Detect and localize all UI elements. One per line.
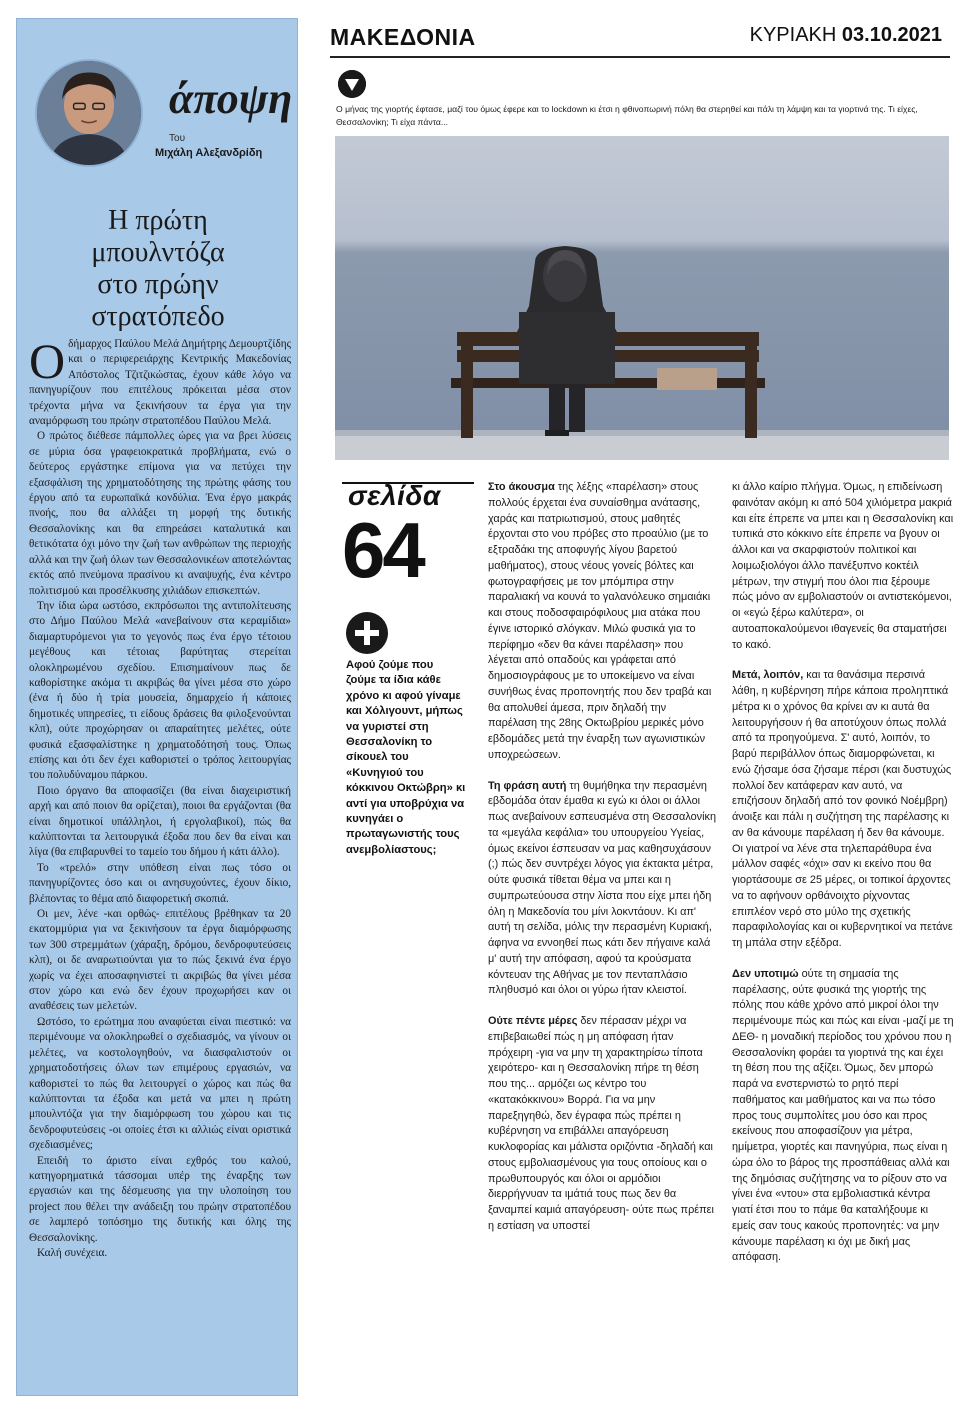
- article-column-a: [488, 480, 718, 1250]
- article-paragraph: Τη φράση αυτή τη θυμήθηκα την περασμένη εβδομάδα όταν έμαθα κι εγώ κι όλοι οι άλλοι πως ανεβαίνουν εσπευσμένα στη Θεσσαλονίκη τα «μεγάλα κεφάλια» του υπουργείου Υγείας, όμως εκείνοι έσπευσαν να μας καθησυχάσουν (;) πώς δεν συντρέχει λόγος για έκτακτα μέτρα, ούτε φυσικά τίθεται θέμα να μπει και η συμπρωτεύουσα στην λίστα που είχε μπει ήδη όλη η Μακεδονία του μίνι λοκντάουν. Κι απ' αυτή τη σελίδα, μόλις την περασμένη Κυριακή, άφηνα να εννοηθεί πως κάτι δεν πήγαινε καλά μ' αυτή την απόφαση, αφού τα κρούσματα κόντευαν της Αθήνας με τον πενταπλάσιο πληθυσμό και όλοι οι γύρω ήταν κλειστοί.: [488, 779, 717, 997]
- issue-date-value: 03.10.2021: [841, 24, 942, 46]
- opinion-paragraph: Ο πρώτος διέθεσε πάμπολλες ώρες για να βρει λύσεις σε μύρια όσα γραφειοκρατικά προβλήματα, ενώ ο δεύτερος εργάστηκε επίμονα για να πετύχει την εξασφάλιση της χρηματοδότησης της πρώτης φάσης του έργου από τα ευρωπαϊκά κονδύλια. Ένα έργο μακράς πνοής, που θα αλλάξει τη μορφή της δυτικής Θεσσαλονίκης και θα επηρεάσει καταλυτικά και θετικότατα όχι μόνο την ζωή των ανθρώπων της περιοχής αλλά και την ζωή όλων των Θεσσαλονικέων αποτελώντας εκτός από πνεύμονα πρασίνου κι αναψυχής, ένα κέντρο πολιτισμού και προσέλκυσης χιλιάδων επισκεπτών.: [29, 430, 291, 597]
- plus-icon: [346, 612, 388, 654]
- page-number: 64: [342, 506, 423, 594]
- author-block: [35, 59, 295, 189]
- article-paragraph: κι άλλο καίριο πλήγμα. Όμως, η επιδείνωση φαινόταν ακόμη κι από 504 χιλιόμετρα μακριά και είτε έπρεπε να μπει και η Θεσσαλονίκη και τυπικά στο κόκκινο είτε έπρεπε να βγουν οι άλλοι και να σκαρφιστούν πολιτικοί και λοιμωξιολόγοι άλλο πανέξυπνο κοκτέιλ μέτρων, την στιγμή που όλοι πια ξέρουμε πώς μόνο αν εμβολιαστούν οι αντιστεκόμενοι, οι «εγώ ξέρω καλύτερα», οι αυτοαποκαλούμενοι ιθαγενείς θα σταματήσει το κακό.: [732, 481, 954, 651]
- opinion-headline: [27, 205, 289, 333]
- issue-date: [750, 24, 942, 47]
- byline-prefix: Του: [169, 133, 186, 144]
- headline-line: στρατόπεδο: [91, 301, 225, 332]
- paper-name: ΜΑΚΕΔΟΝΙΑ: [330, 24, 476, 50]
- photo-caption: Ο μήνας της γιορτής έφτασε, μαζί του όμως έφερε και το lockdown κι έτσι η φθινοπωρινή πόλη θα στερηθεί και πάλι τη λάμψη και τα γιορτινά της. Τι είχες, Θεσσαλονίκη; Τι είχα πάντα...: [336, 104, 918, 127]
- page-reference: [342, 480, 474, 594]
- article-paragraph: Δεν υποτιμώ ούτε τη σημασία της παρέλασης, ούτε φυσικά της γιορτής της πόλης που κάθε χρόνο από μικροί όλοι την περιμένουμε πώς και πώς και είναι -μαζί με τη ΔΕΘ- η μοναδική περίοδος του χρόνου που η Θεσσαλονίκη φοράει τα γιορτινά της και έχει τη θέση που της αξίζει. Όμως, δεν μπορώ παρά να ενστερνιστώ το ρητό περί παθήματος και μαθήματος και να πω τόσο προς τους συμπολίτες μου όσο και προς εκείνους που αποφασίζουν για μέτρα, ημίμετρα, γιορτές και πανηγύρια, πως είναι η ώρα όλο το βάρος της προσπάθειας αλλά και της δημόσιας συζήτησης να το ρίξουν στο να γίνει ένα «ντου» στα εμβολιαστικά κέντρα γιατί έτσι που το πάμε θα καταλήξουμε κι εμείς σαν τους κακούς προπονητές: να μην κάνουμε παρέλαση κι όχι με δική μας απόφαση.: [732, 967, 954, 1264]
- pull-quote: Αφού ζούμε που ζούμε τα ίδια κάθε χρόνο κι αφού γίναμε και Χόλιγουντ, μήπως να γυριστεί στη Θεσσαλονίκη το σίκουελ του «Κυνηγιού του κόκκινου Οκτώβρη» κι αντί για υποβρύχια να κυνηγάει ο πρωταγωνιστής τους ανεμβολίαστους;: [346, 659, 466, 856]
- opinion-body: [29, 333, 291, 1261]
- opinion-paragraph: Ποιο όργανο θα αποφασίζει (θα είναι διαχειριστική αρχή και από ποιον θα ορίζεται), ποιοι θα εργάζονται (θα είναι δημοτικοί υπάλληλοι, ή εργολαβικοί), πώς θα καλύπτονται τα λειτουργικά έξοδα που δεν θα είναι και λίγα (θα επιβαρυνθεί το ταμείο του δήμου ή κάτι άλλο).: [29, 784, 291, 859]
- opinion-paragraph: Την ίδια ώρα ωστόσο, εκπρόσωποι της αντιπολίτευσης στο Δήμο Παύλου Μελά «ανεβαίνουν στα κεραμίδια» διαμαρτυρόμενοι για το γεγονός πως ένα έργο τέτοιου μεγέθους και τέτοιας βαρύτητας στερείται ολοκληρωμένου σχεδίου. Επισημαίνουν πως δε καθορίστηκε ακόμα τι ακριβώς θα γίνει μέσα στο χώρο (ένα ή δύο ή τρία μουσεία, δημαρχείο ή κάποιες δημοτικές υπηρεσίες, τι είδους δράσεις θα φιλοξενούνται κλπ), ούτε προχώρησαν οι απαραίτητες μελέτες, ούτε φυσικά εξασφαλίστηκε η χρηματοδότησή τους. Όπως επίσης και ότι δεν έχει καθοριστεί ο τρόπος λειτουργίας του πολυδύναμου πάρκου.: [29, 599, 291, 782]
- page-word: σελίδα: [348, 480, 441, 511]
- opinion-paragraph: Οι μεν, λένε -και ορθώς- επιτέλους βρέθηκαν τα 20 εκατομμύρια για να ξεκινήσουν τα έργα διαμόρφωσης των 300 στρεμμάτων (χάραξη, δρόμου, δενδροφυτεύσεις κλπ), οι δε αναρωτιούνται για το πώς ξεκινά ένα έργο χωρίς να έχει αποσαφηνιστεί τι ακριβώς θα γίνει μέσα στον χώρο και ενώ δεν έχουν προχωρήσει καν οι αναθέσεις των μελετών.: [29, 908, 291, 1013]
- author-photo: [35, 59, 143, 167]
- opinion-paragraph: Το «τρελό» στην υπόθεση είναι πως τόσο οι πανηγυρίζοντες όσο και οι ανησυχούντες, έχουν δίκιο, βλέποντας το θέμα από διαφορετική σκοπιά.: [29, 861, 291, 905]
- opinion-paragraph: Ο δήμαρχος Παύλου Μελά Δημήτρης Δεμουρτζίδης και ο περιφερειάρχης Κεντρικής Μακεδονίας Απόστολος Τζιτζικώστας, έχουν κάθε λόγο να πανηγυρίζουν που επιτέλους πρόκειται μέσα στον τρέχοντα μήνα να ξεκινήσουν τα έργα για την αναμόρφωση του πρώην στρατοπέδου Παύλου Μελά.: [29, 333, 291, 428]
- byline-author: Μιχάλη Αλεξανδρίδη: [155, 147, 263, 159]
- feature-photo: [335, 136, 949, 460]
- headline-line: Η πρώτη: [108, 205, 208, 236]
- headline-line: μπουλντόζα: [91, 237, 225, 268]
- opinion-paragraph: Καλή συνέχεια.: [37, 1246, 108, 1259]
- opinion-paragraph: Επειδή το άριστο είναι εχθρός του καλού, κατηγορηματικά τάσσομαι υπέρ της έναρξης των εργασιών και της δέσμευσης για την υλοποίηση του project που θέλει την ανάδειξη του πρώην στρατοπέδου σε λαμπερό τοπόσημο της δυτικής και όλης της Θεσσαλονίκης.: [29, 1154, 291, 1244]
- headline-line: στο πρώην: [97, 269, 219, 300]
- down-arrow-icon: [338, 70, 366, 98]
- header-rule: [330, 56, 950, 58]
- article-paragraph: Μετά, λοιπόν, και τα θανάσιμα περσινά λάθη, η κυβέρνηση πήρε κάποια προληπτικά μέτρα κι ο χρόνος θα κρίνει αν κι αυτά θα λειτουργήσουν ή θα αποτύχουν όπως πολλά από τα προηγούμενα. Σ' αυτό, λοιπόν, το βαρύ περιβάλλον όπως διαμορφώνεται, κι ενώ ζήσαμε όσα ζήσαμε πέρσι (και δυστυχώς πολλοί δεν κατάφεραν καν αυτό, να επιζήσουν δηλαδή από τον φονικό Νοέμβρη) άνοιξε και πάλι η συζήτηση της παρέλασης κι αν θα κάνουμε παρέλαση ή δεν θα κάνουμε. Οι γιατροί να λένε στα τηλεπαράθυρα ένα μάλλον σαφές «όχι» σαν κι εκείνο που θα γιορτάσουμε σε 25 μέρες, οι τοπικοί άρχοντες να το αφήνουν ορθάνοιχτο ρίχνοντας επιπλέον νερό στο μύλο της σχετικής παραφιλολογίας και οι κυβερνητικοί να πετάνε τη μπάλα στην εξέδρα.: [732, 669, 953, 949]
- article-column-b: [732, 480, 954, 1281]
- opinion-column: [16, 18, 298, 1396]
- article-paragraph: Στο άκουσμα της λέξης «παρέλαση» στους πολλούς έρχεται ένα συναίσθημα ανάτασης, χαράς και πατριωτισμού, στους μαθητές έρχονται στο νου πρόβες στο προαύλιο (με το εξτραδάκι της αποφυγής λίγου βαρετού μαθήματος), στους νέους γονείς βόλτες και φωτογραφήσεις με τον μπόμπιρα στην παραλιακή να κουνά το γαλανόλευκο σημαιάκι και στους ποδοσφαιρόφιλους μια ατάκα που έγινε ιστορικό σλόγκαν. Μιλώ φυσικά για το περίφημο «δεν θα κάνει παρέλαση» που λέγεται από οπαδούς και γράφεται από δημοσιογράφους με το υποκείμενο να είναι συνήθως ένας προπονητής που δεν τραβά και θα απολυθεί άμεσα, πριν δηλαδή την παρέλαση της 28ης Οκτωβρίου μερικές μόνο εβδομάδες μετά την έναρξη των αγωνιστικών υποχρεώσεων.: [488, 481, 712, 761]
- issue-day: ΚΥΡΙΑΚΗ: [749, 24, 837, 46]
- article-paragraph: Ούτε πέντε μέρες δεν πέρασαν μέχρι να επιβεβαιωθεί πώς η μη απόφαση ήταν πρόχειρη -για να μην τη χαρακτηρίσω τίποτα χειρότερο- και η Θεσσαλονίκη πήρε τη θέση που της... αρμόζει ως κέντρο του «κατακόκκινου» Βορρά. Για να μην παρεξηγηθώ, δεν έγραφα πώς πρέπει η κυβέρνηση να επιβάλλει απαγόρευση κυκλοφορίας και μάλιστα οριζόντια -δηλαδή και στους εμβολιασμένους για τους οποίους και ο πρωθυπουργός και όλοι οι αρμόδιοι διερρήγνυαν τα ιμάτιά τους πως δεν θα ξαναμπεί καμιά απαγόρευση- ούτε πως πρέπει η εστίαση να υποστεί: [488, 1015, 714, 1232]
- dropcap: Ο: [29, 333, 66, 389]
- opinion-paragraph: Ωστόσο, το ερώτημα που αναφύεται είναι πιεστικό: να περιμένουμε να ολοκληρωθεί ο σχεδιασμός, να γίνουν οι μελέτες, να κοστολογηθούν, να διασφαλιστούν οι χρηματοδοτήσεις όλων των επιμέρους εργασιών, να καθοριστεί το πώς θα λειτουργεί ο χώρος και πώς θα καλύπτονται τα έξοδα και μετά να μπει η πρώτη μπουλντόζα για την διαμόρφωση του χώρου και τις δενδροφυτεύσεις -οι οποίες έτσι κι αλλιώς είναι οριστικά σχεδιασμένες;: [29, 1015, 291, 1152]
- opinion-label: άποψη: [169, 74, 293, 123]
